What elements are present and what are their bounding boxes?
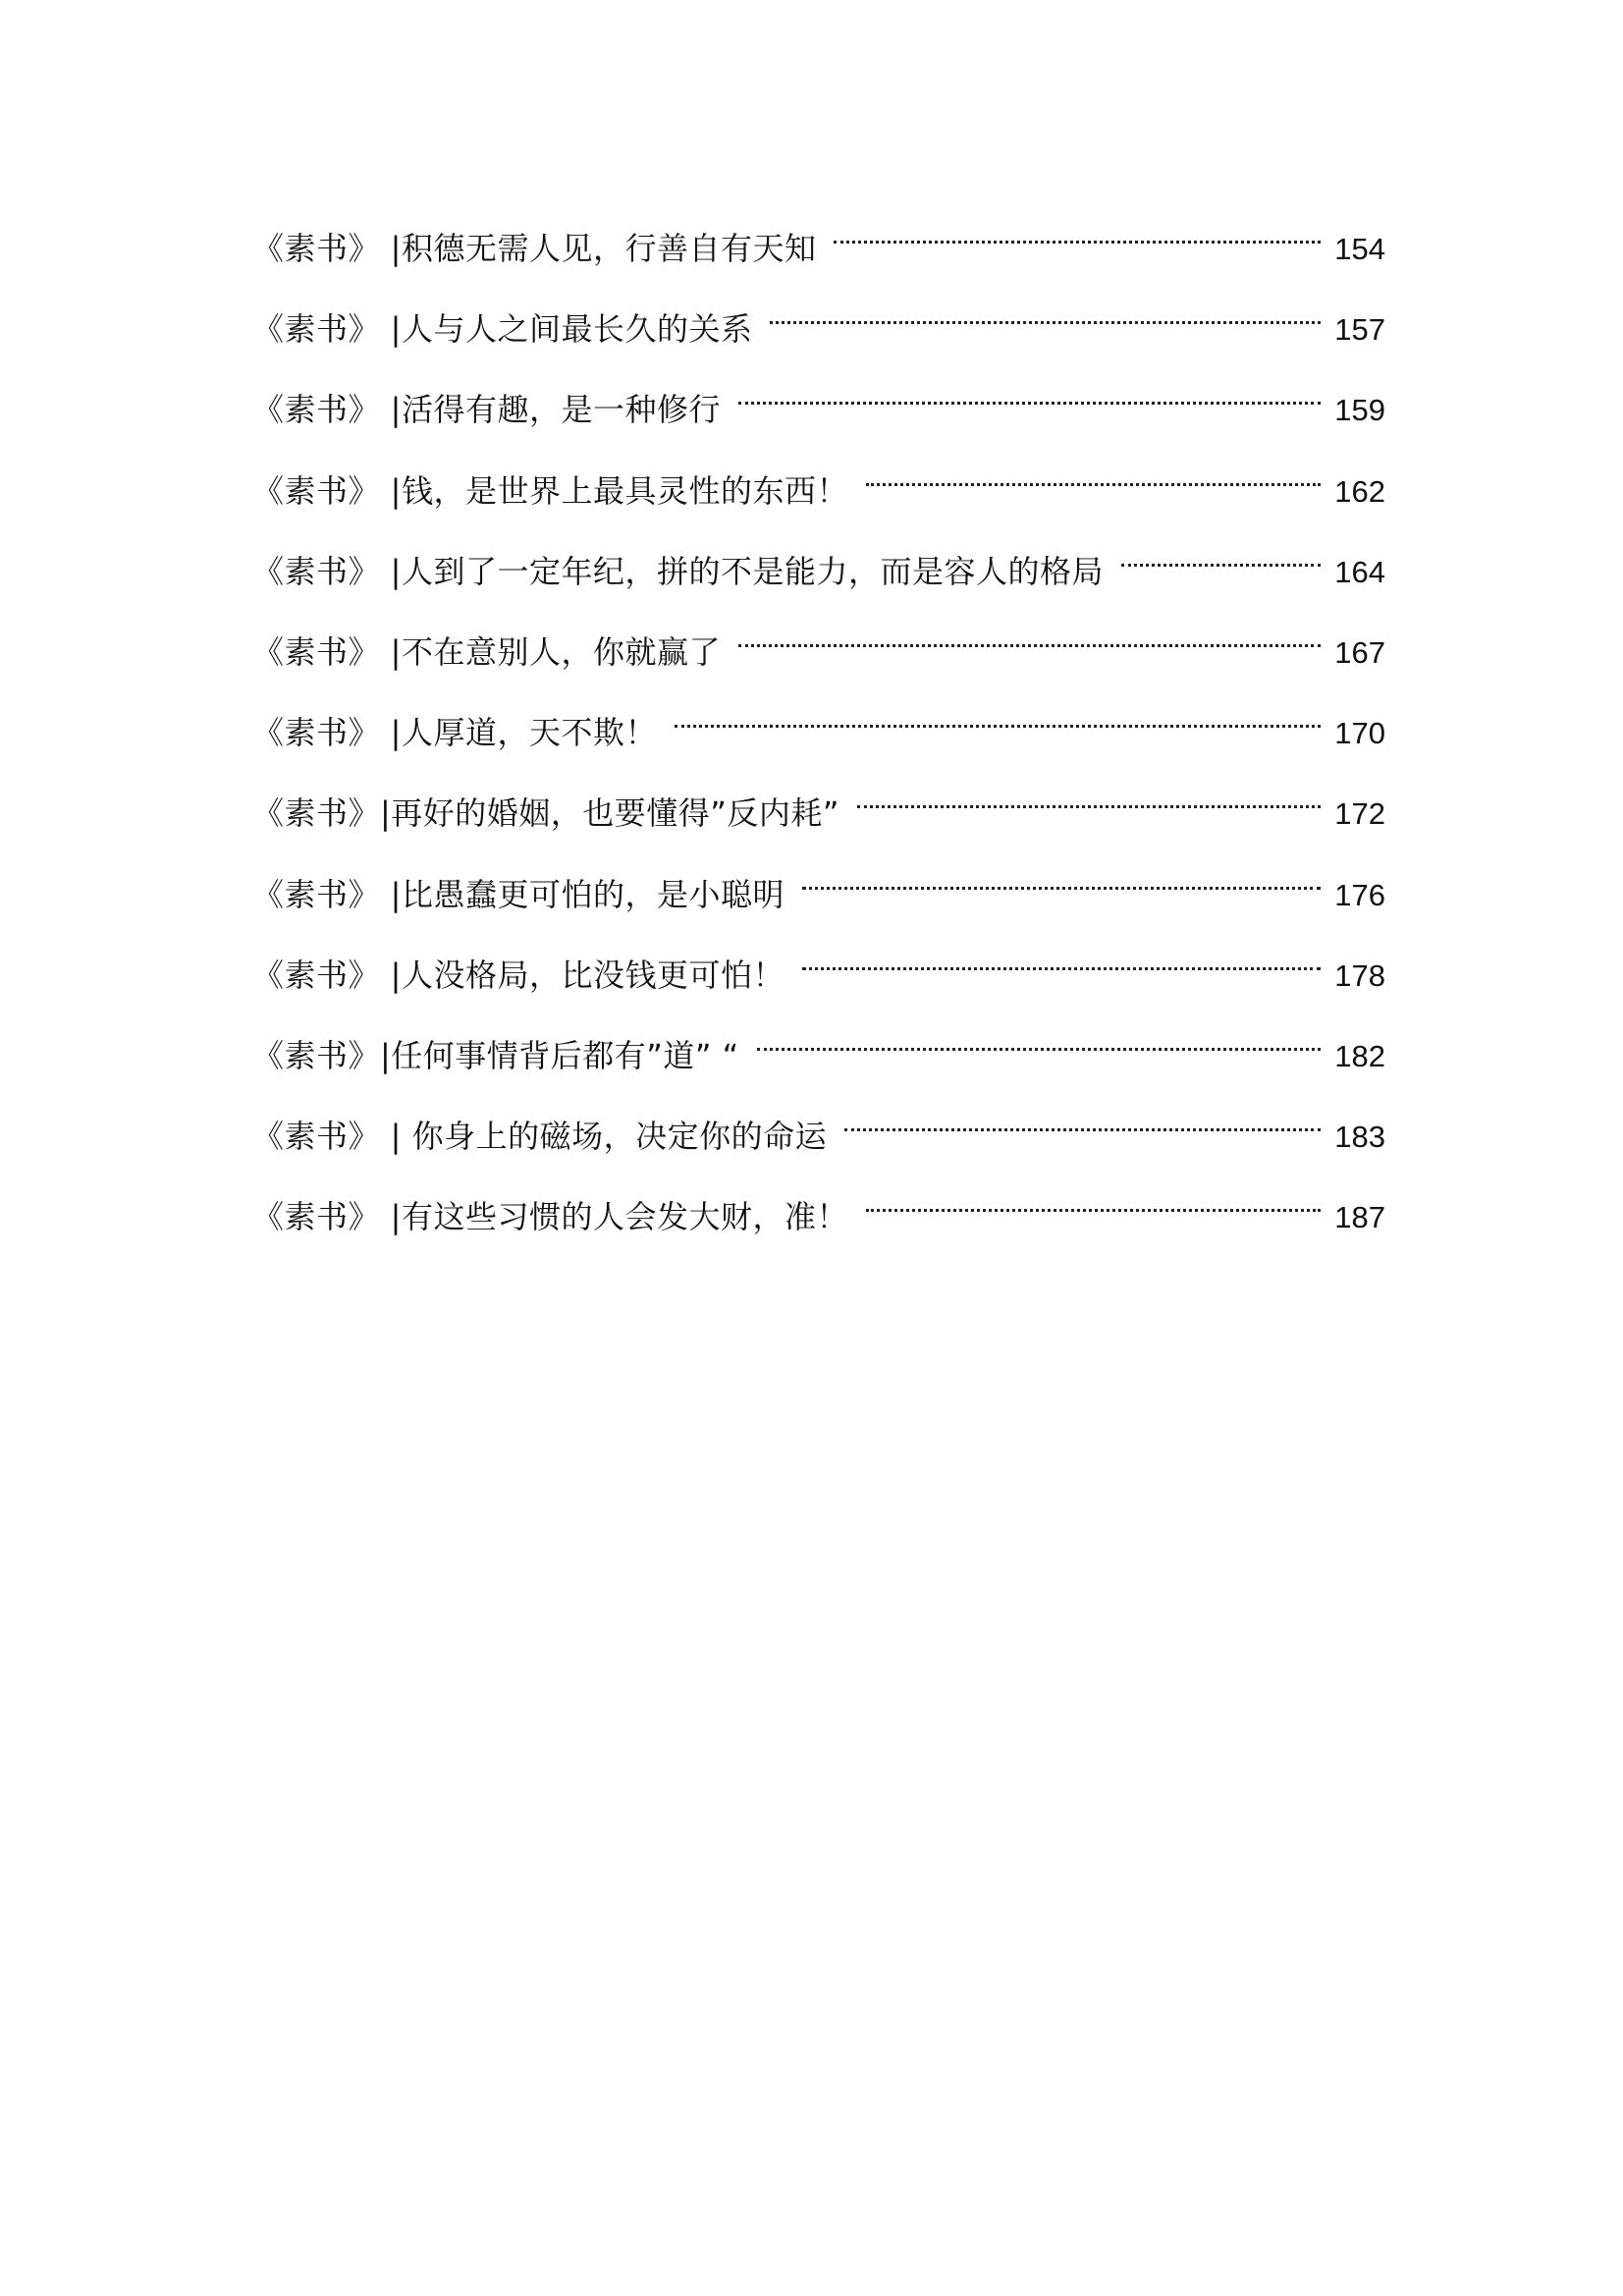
toc-page-number: 187 — [1334, 1200, 1385, 1235]
toc-entry[interactable] — [252, 202, 1385, 283]
toc-page-number: 176 — [1334, 877, 1385, 912]
toc-entry-title: 《素书》 |不在意别人，你就赢了 — [252, 632, 721, 671]
toc-dot-leader — [866, 1171, 1321, 1228]
toc-entry-title: 《素书》 |人没格局，比没钱更可怕！ — [252, 956, 784, 994]
toc-entry[interactable] — [252, 848, 1385, 929]
toc-entry-title: 《素书》|任何事情背后都有”道” “ — [252, 1036, 739, 1074]
toc-entry[interactable] — [252, 606, 1385, 686]
toc-dot-leader — [802, 848, 1321, 905]
toc-entry-title: 《素书》 |人到了一定年纪，拼的不是能力，而是容人的格局 — [252, 552, 1104, 590]
toc-dot-leader — [834, 202, 1321, 259]
toc-entry-title: 《素书》 | 你身上的磁场，决定你的命运 — [252, 1118, 828, 1156]
toc-entry[interactable] — [252, 525, 1385, 606]
toc-page-number: 159 — [1334, 393, 1385, 428]
toc-page-number: 182 — [1334, 1038, 1385, 1073]
toc-page-number: 170 — [1334, 716, 1385, 751]
toc-dot-leader — [1121, 525, 1321, 582]
toc-page-number: 172 — [1334, 796, 1385, 832]
toc-entry-title: 《素书》 |人厚道，天不欺！ — [252, 714, 657, 752]
toc-page-number: 157 — [1334, 312, 1385, 348]
toc-page-number: 167 — [1334, 634, 1385, 670]
toc-entry[interactable] — [252, 363, 1385, 444]
toc-entry[interactable] — [252, 1010, 1385, 1090]
toc-dot-leader — [757, 1010, 1321, 1066]
toc-entry[interactable] — [252, 1171, 1385, 1251]
toc-entry[interactable] — [252, 929, 1385, 1010]
toc-dot-leader — [857, 767, 1321, 824]
toc-entry[interactable] — [252, 1090, 1385, 1171]
toc-page-number: 178 — [1334, 957, 1385, 993]
toc-dot-leader — [802, 929, 1321, 986]
toc-page-number: 162 — [1334, 473, 1385, 509]
toc-entry-title: 《素书》|再好的婚姻，也要懂得”反内耗” — [252, 794, 839, 833]
toc-entry-title: 《素书》 |有这些习惯的人会发大财，准！ — [252, 1198, 848, 1236]
toc-entry-title: 《素书》 |比愚蠢更可怕的，是小聪明 — [252, 875, 784, 913]
toc-entry[interactable] — [252, 686, 1385, 767]
toc-dot-leader — [866, 445, 1321, 502]
table-of-contents — [252, 202, 1385, 1251]
toc-page-number: 164 — [1334, 554, 1385, 589]
toc-dot-leader — [738, 363, 1321, 420]
toc-entry[interactable] — [252, 445, 1385, 525]
toc-entry-title: 《素书》 |活得有趣，是一种修行 — [252, 391, 721, 429]
toc-entry-title: 《素书》 |人与人之间最长久的关系 — [252, 310, 753, 349]
toc-dot-leader — [675, 686, 1321, 743]
toc-page-number: 183 — [1334, 1120, 1385, 1155]
toc-dot-leader — [770, 283, 1321, 340]
toc-entry-title: 《素书》 |积德无需人见，行善自有天知 — [252, 230, 817, 267]
toc-page-number: 154 — [1334, 232, 1385, 266]
toc-entry[interactable] — [252, 767, 1385, 847]
toc-entry-title: 《素书》 |钱，是世界上最具灵性的东西！ — [252, 471, 848, 510]
toc-dot-leader — [738, 606, 1321, 663]
toc-entry[interactable] — [252, 283, 1385, 363]
toc-dot-leader — [844, 1090, 1321, 1147]
